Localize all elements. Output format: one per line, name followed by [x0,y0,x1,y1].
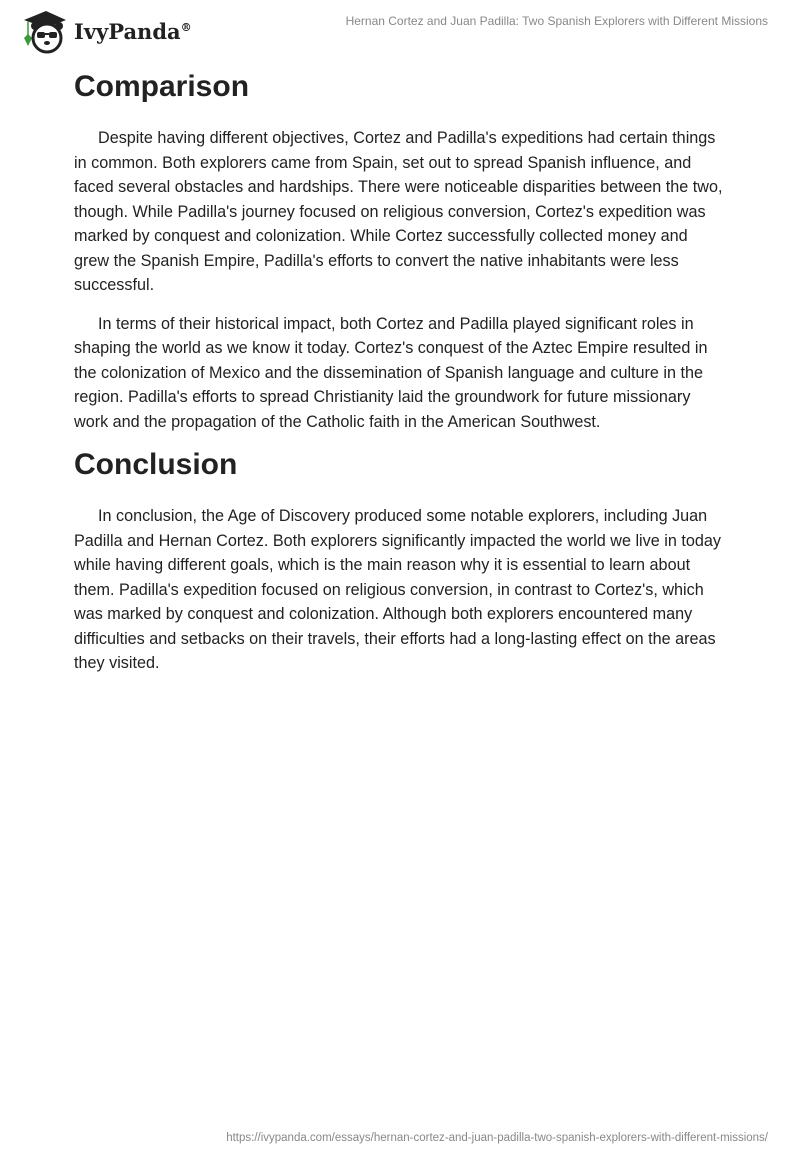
logo-text: IvyPanda® [74,18,192,44]
source-url-link[interactable]: https://ivypanda.com/essays/hernan-cortez-and-juan-padilla-two-spanish-explorers-with-different-missions/ [226,1132,768,1144]
section-heading-conclusion: Conclusion [74,448,238,481]
paragraph: Despite having different objectives, Cortez and Padilla's expeditions had certain things in common. Both explorers came from Spain, set out to spread Spanish influence, and faced several obstacles and hardships. There were noticeable disparities between the two, though. While Padilla's journey focused on religious conversion, Cortez's expedition was marked by conquest and colonization. While Cortez successfully collected money and grew the Spanish Empire, Padilla's efforts to convert the native inhabitants were less successful. [74,129,723,294]
essay-content [74,70,724,690]
ivypanda-logo[interactable] [20,8,192,54]
document-title: Hernan Cortez and Juan Padilla: Two Spanish Explorers with Different Missions [345,14,768,28]
panda-logo-icon [20,8,68,54]
section-heading-comparison: Comparison [74,70,250,103]
page-header [0,0,800,60]
paragraph: In conclusion, the Age of Discovery produced some notable explorers, including Juan Padilla and Hernan Cortez. Both explorers significantly impacted the world we live in today while having different goals, which is the main reason why it is essential to learn about them. Padilla's expedition focused on religious conversion, in contrast to Cortez's, which was marked by conquest and colonization. Although both explorers encountered many difficulties and setbacks on their travels, their efforts had a long-lasting effect on the areas they visited. [74,507,721,672]
paragraph: In terms of their historical impact, both Cortez and Padilla played significant roles in shaping the world as we know it today. Cortez's conquest of the Aztec Empire resulted in the colonization of Mexico and the dissemination of Spanish language and culture in the region. Padilla's efforts to spread Christianity laid the groundwork for future missionary work and the propagation of the Catholic faith in the American Southwest. [74,314,708,431]
